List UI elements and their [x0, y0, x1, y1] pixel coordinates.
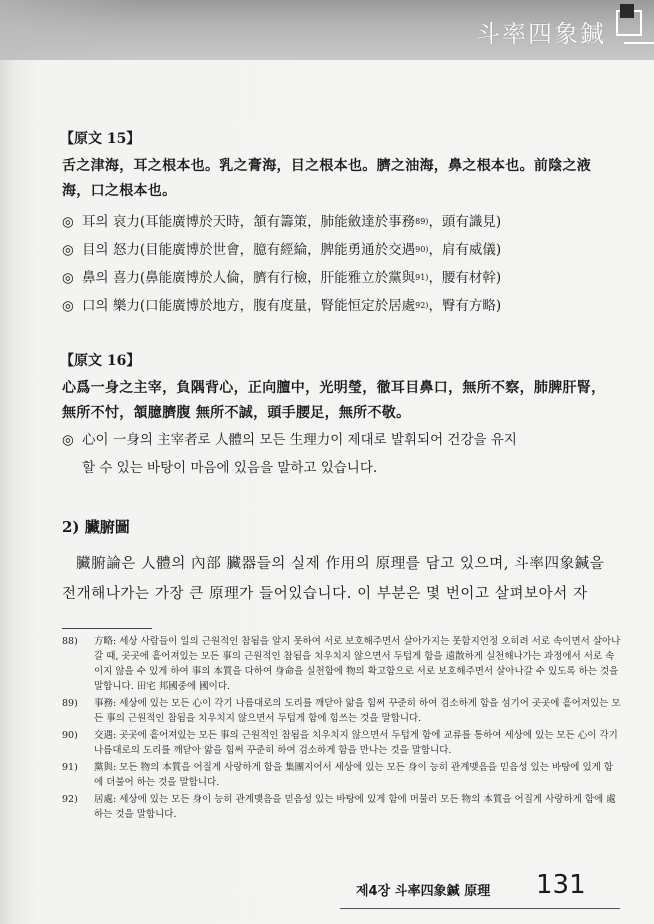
bullet-icon: ◎ — [62, 242, 74, 258]
body-paragraph: 臟腑論은 人體의 內部 臟器들의 실제 作用의 原理를 담고 있으며, 斗率四象鍼을 전개해나가는 가장 큰 原理가 들어있습니다. 이 부분은 몇 번이고 살펴보아서 자 — [62, 556, 605, 602]
header-decoration — [0, 0, 140, 60]
footnote-ref: 89) — [415, 217, 429, 226]
item-body: (鼻能廣博於人倫，臍有行檢，肝能雅立於黨與 — [139, 270, 416, 286]
footnote-text: 交遇: 곳곳에 흩어져있는 모든 事의 근원적인 참됨을 치우치지 않으면서 두텁게 함에 교류를 통하여 세상에 있는 모든 心이 각기 나름대로의 도리를 깨닫아 앎을 힘써 꾸준히 하여 검소하게 함을 만나는 것을 말합니다. — [94, 730, 618, 756]
item-tail: ，頭有識見) — [428, 214, 502, 230]
footnote — [62, 696, 622, 726]
page-number: 131 — [536, 870, 586, 900]
item-head: 耳의 哀力 — [82, 214, 140, 230]
footnote-ref: 92) — [415, 301, 429, 310]
item-head: 鼻의 喜力 — [82, 270, 140, 286]
footnote-divider — [62, 628, 152, 629]
page-header — [0, 0, 654, 60]
footnote-ref: 91) — [415, 273, 429, 282]
footnotes — [62, 634, 622, 824]
footer-rule — [340, 908, 620, 909]
item-line-1: 心이 一身의 主宰者로 人體의 모든 生理力이 제대로 발휘되어 건강을 유지 — [82, 432, 517, 448]
footnote-number: 91) — [62, 762, 78, 773]
subsection-heading: 2) 臟腑圖 — [62, 518, 130, 536]
list-item — [62, 236, 610, 264]
footnote-ref: 90) — [415, 245, 429, 254]
footnote — [62, 760, 622, 790]
item-tail: ，肩有威儀) — [428, 242, 502, 258]
item-body: (耳能廣博於天時，頷有籌策，肺能斂達於事務 — [139, 214, 416, 230]
footnote-number: 88) — [62, 636, 78, 647]
bullet-icon: ◎ — [62, 298, 74, 314]
footnote-number: 90) — [62, 730, 78, 741]
item-line-2: 할 수 있는 바탕이 마음에 있음을 말하고 있습니다. — [82, 460, 378, 476]
footnote-text: 方略: 세상 사람들이 일의 근원적인 참됨을 알지 못하여 서로 보호해주면서 살아가지는 못함지언정 오히려 서로 속이면서 살아나갈 때, 곳곳에 흩어져있는 모든 事의 근원적인 참됨을 치우치지 않으면서 두텁게 함을 遠散하게 실천해나가는 과정에서 서로 속이지 않을 수 있게 하여 事의 本質을 다하여 身命을 실천함에 物의 확고함으로 서로 보호해주면서 살아나갈 수 있도록 하는 것을 말합니다. 田宅 邦國중에 國이다. — [94, 636, 621, 692]
original-text-15: 舌之津海，耳之根本也。乳之膏海，目之根本也。臍之油海，鼻之根本也。前陰之液海，口之根本也。 — [62, 158, 592, 199]
list-item — [62, 292, 610, 320]
list-item — [62, 208, 610, 236]
original-text-16: 心爲一身之主宰，負隅背心，正向膻中，光明瑩，徹耳目鼻口，無所不察，肺脾肝腎，無所不忖，頷臆臍腹 無所不誠，頭手腰足，無所不敬。 — [62, 380, 606, 421]
item-head: 目의 怒力 — [82, 242, 140, 258]
item-head: 口의 樂力 — [82, 298, 140, 314]
section-label-15: 【原文 15】 — [60, 131, 141, 147]
footnote — [62, 728, 622, 758]
header-title: 斗率四象鍼 — [476, 20, 606, 48]
item-tail: ，腰有材幹) — [428, 270, 502, 286]
item-tail: ，臀有方略) — [428, 298, 502, 314]
bullet-icon: ◎ — [62, 270, 74, 286]
footnote-number: 89) — [62, 698, 78, 709]
section-label-16: 【原文 16】 — [60, 353, 141, 369]
footnote — [62, 634, 622, 694]
main-content — [62, 128, 610, 609]
list-item — [62, 426, 610, 482]
bullet-icon: ◎ — [62, 214, 74, 230]
header-rule — [624, 42, 654, 44]
footnote — [62, 792, 622, 822]
footnote-number: 92) — [62, 794, 78, 805]
footnote-text: 居處: 세상에 있는 모든 身이 능히 관계맺음을 믿음성 있는 바탕에 있게 함에 머물러 모든 物의 本質을 어질게 사랑하게 함에 處하는 것을 말합니다. — [94, 794, 616, 820]
list-item — [62, 264, 610, 292]
footnote-text: 事務: 세상에 있는 모든 心이 각기 나름대로의 도리를 깨닫아 앎을 힘써 꾸준히 하여 검소하게 함을 섬기어 곳곳에 흩어져있는 모든 事의 근원적인 참됨을 치우치지 않으면서 두텁게 함에 힘쓰는 것을 말합니다. — [94, 698, 621, 724]
footnote-text: 黨與: 모든 物의 本質을 어질게 사랑하게 함을 集團지어서 세상에 있는 모든 身이 능히 관계맺음을 믿음성 있는 바탕에 있게 함에 더불어 하는 것을 말합니다. — [94, 762, 613, 788]
item-body: (目能廣博於世會，臆有經綸，脾能勇通於交遇 — [139, 242, 416, 258]
corner-block-icon — [620, 4, 634, 18]
bullet-icon: ◎ — [62, 432, 74, 448]
chapter-footer: 제4장 斗率四象鍼 原理 — [356, 884, 491, 899]
item-body: (口能廣博於地方，腹有度量，腎能恒定於居處 — [139, 298, 416, 314]
